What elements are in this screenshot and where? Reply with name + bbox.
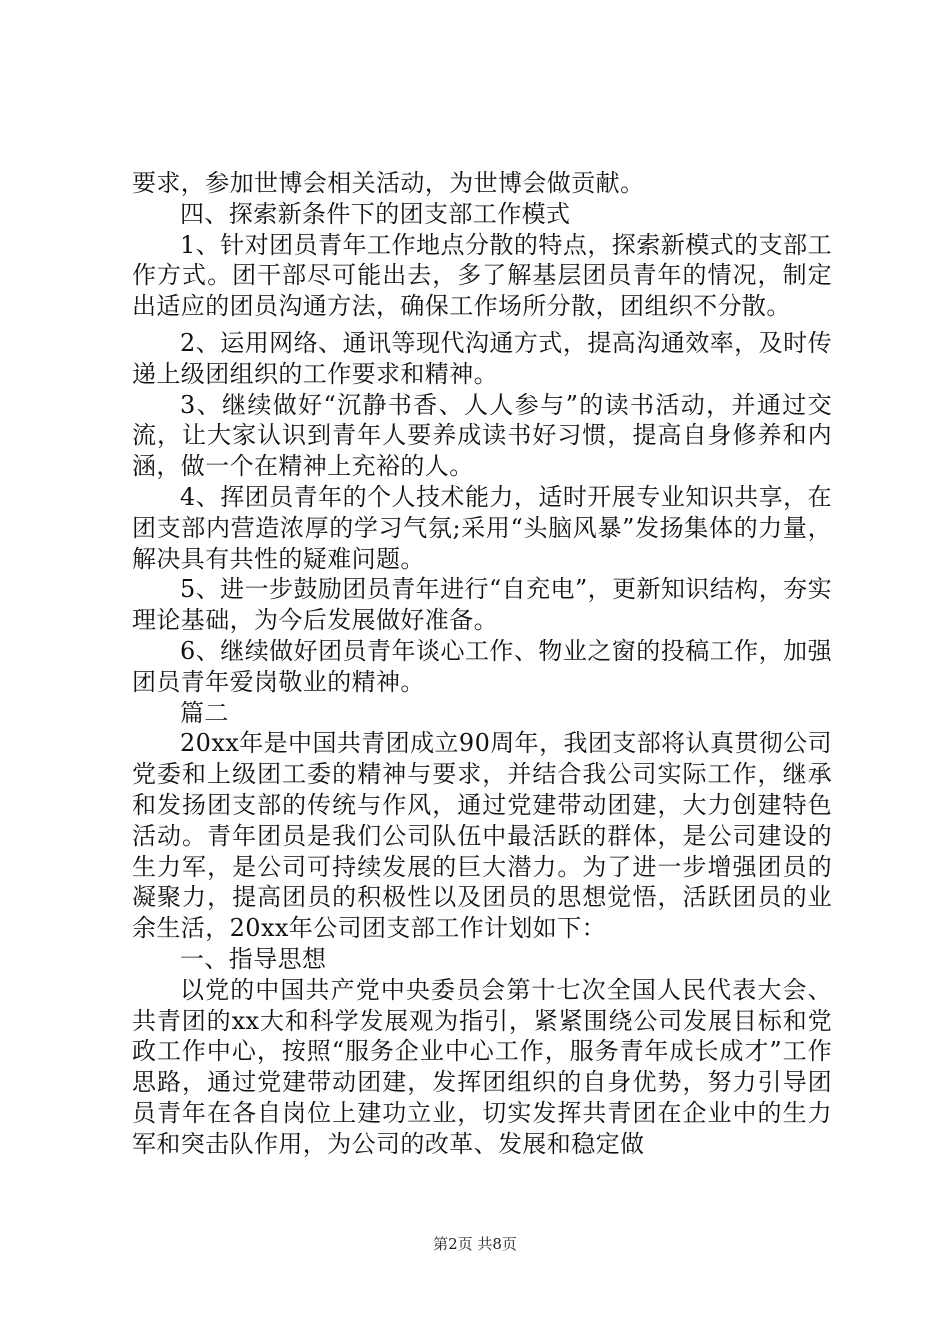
paragraph-continuation: 要求，参加世博会相关活动，为世博会做贡献。 bbox=[132, 169, 645, 197]
paragraph-intro: 20xx年是中国共青团成立90周年，我团支部将认真贯彻公司党委和上级团工委的精神与要求，并结合我公司实际工作，继承和发扬团支部的传统与作风，通过党建带动团建，大力创建特色活动。青年团员是我们公司队伍中最活跃的群体，是公司建设的生力军，是公司可持续发展的巨大潜力。为了进一步增强团员的凝聚力，提高团员的积极性以及团员的思想觉悟，活跃团员的业余生活，20xx年公司团支部工作计划如下： bbox=[132, 729, 832, 943]
section-title-part-two: 篇二 bbox=[180, 698, 229, 727]
paragraph-item-4: 4、挥团员青年的个人技术能力，适时开展专业知识共享，在团支部内营造浓厚的学习气氛;采用“头脑风暴”发扬集体的力量，解决具有共性的疑难问题。 bbox=[132, 482, 832, 573]
document-body bbox=[132, 168, 832, 1160]
paragraph-guiding-thought: 以党的中国共产党中央委员会第十七次全国人民代表大会、共青团的xx大和科学发展观为指引，紧紧围绕公司发展目标和党政工作中心，按照“服务企业中心工作，服务青年成长成才”工作思路，通过党建带动团建，发挥团组织的自身优势，努力引导团员青年在各自岗位上建功立业，切实发挥共青团在企业中的生力军和突击队作用，为公司的改革、发展和稳定做 bbox=[132, 975, 832, 1158]
paragraph-item-3: 3、继续做好“沉静书香、人人参与”的读书活动，并通过交流，让大家认识到青年人要养成读书好习惯，提高自身修养和内涵，做一个在精神上充裕的人。 bbox=[132, 390, 832, 481]
section-heading-1: 一、指导思想 bbox=[180, 944, 327, 973]
paragraph-item-1: 1、针对团员青年工作地点分散的特点，探索新模式的支部工作方式。团干部尽可能出去，多了解基层团员青年的情况，制定出适应的团员沟通方法，确保工作场所分散，团组织不分散。 bbox=[132, 230, 832, 321]
paragraph-item-5: 5、进一步鼓励团员青年进行“自充电”，更新知识结构，夯实理论基础，为今后发展做好准备。 bbox=[132, 575, 832, 635]
paragraph-item-2: 2、运用网络、通讯等现代沟通方式，提高沟通效率，及时传递上级团组织的工作要求和精神。 bbox=[132, 328, 832, 388]
paragraph-item-6: 6、继续做好团员青年谈心工作、物业之窗的投稿工作，加强团员青年爱岗敬业的精神。 bbox=[132, 636, 832, 696]
page-footer: 第2页 共8页 bbox=[433, 1235, 517, 1253]
section-heading-4: 四、探索新条件下的团支部工作模式 bbox=[180, 199, 571, 228]
